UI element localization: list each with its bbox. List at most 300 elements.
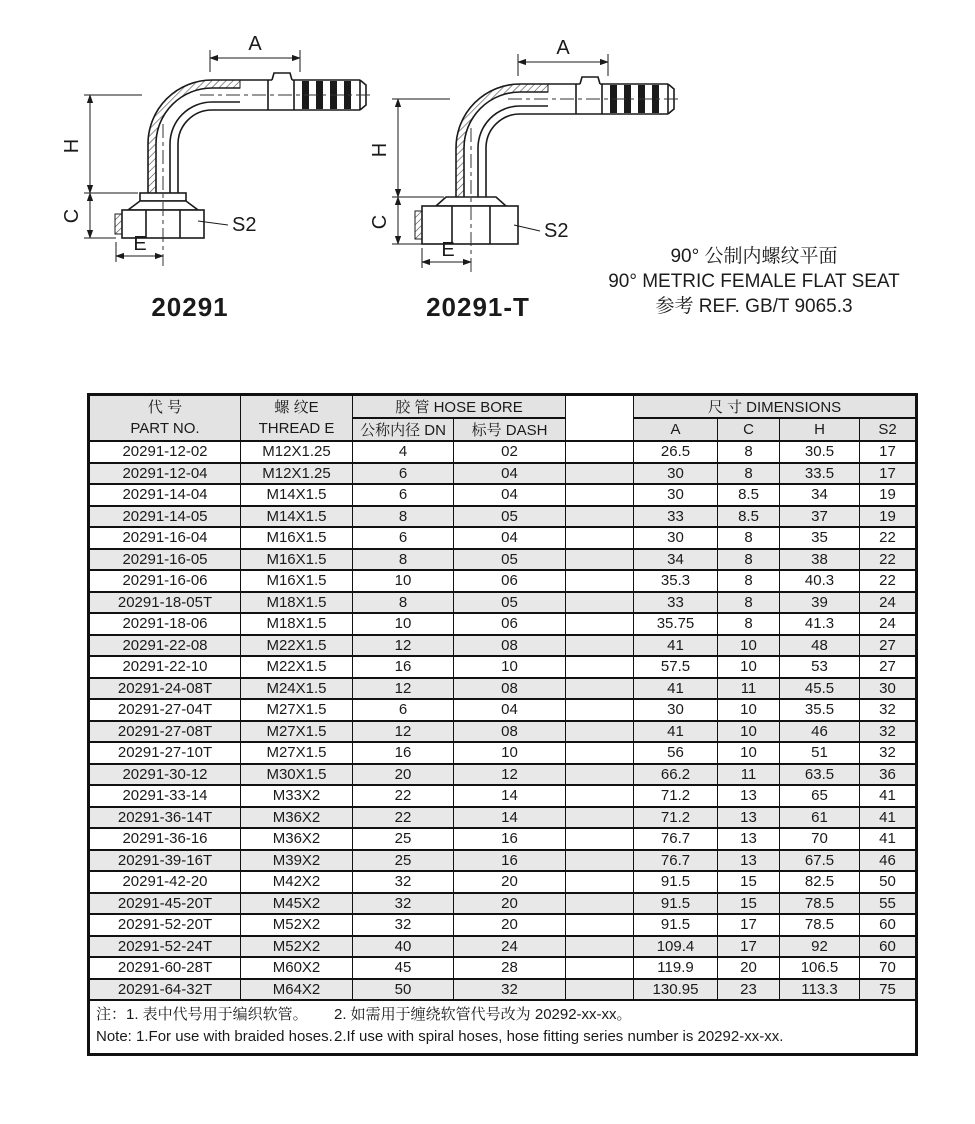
note-line-en (96, 1026, 909, 1048)
col-header-thread-cn: 螺 纹E (274, 399, 319, 416)
data-cell: 27 (860, 656, 917, 678)
data-cell: 08 (454, 678, 566, 700)
data-cell: 30 (634, 527, 718, 549)
col-header-h: H (780, 418, 860, 441)
data-cell: 10 (353, 613, 454, 635)
data-cell: 12 (353, 678, 454, 700)
data-cell: 50 (860, 871, 917, 893)
table-header (89, 395, 917, 442)
data-cell: 20291-45-20T (89, 893, 241, 915)
data-cell: 10 (454, 742, 566, 764)
data-cell: M36X2 (241, 807, 353, 829)
data-cell: 24 (860, 592, 917, 614)
data-cell: 6 (353, 527, 454, 549)
spacer-cell (566, 828, 634, 850)
data-cell: 32 (353, 893, 454, 915)
data-cell: 20291-36-16 (89, 828, 241, 850)
data-cell: 8 (718, 592, 780, 614)
data-cell: 22 (860, 570, 917, 592)
spacer-cell (566, 957, 634, 979)
data-cell: 12 (353, 721, 454, 743)
col-header-s2: S2 (860, 418, 917, 441)
col-header-thread-en: THREAD E (258, 420, 335, 437)
data-cell: 17 (718, 936, 780, 958)
spacer-cell (566, 721, 634, 743)
data-cell: 20291-24-08T (89, 678, 241, 700)
data-cell: M33X2 (241, 785, 353, 807)
col-group-hose-bore: 胶 管 HOSE BORE (353, 395, 566, 419)
spacer-cell (566, 936, 634, 958)
data-cell: 12 (454, 764, 566, 786)
data-cell: M22X1.5 (241, 635, 353, 657)
table-row (89, 592, 917, 614)
data-cell: 46 (860, 850, 917, 872)
data-cell: 33.5 (780, 463, 860, 485)
data-cell: 40.3 (780, 570, 860, 592)
spacer-cell (566, 506, 634, 528)
data-cell: 05 (454, 592, 566, 614)
data-cell: M16X1.5 (241, 549, 353, 571)
data-cell: 19 (860, 506, 917, 528)
data-cell: 13 (718, 850, 780, 872)
data-cell: 20 (454, 914, 566, 936)
col-group-dimensions: 尺 寸 DIMENSIONS (634, 395, 917, 419)
spacer-column-header (566, 395, 634, 442)
data-cell: 30 (634, 463, 718, 485)
data-cell: 65 (780, 785, 860, 807)
data-cell: 10 (718, 656, 780, 678)
data-cell: 60 (860, 936, 917, 958)
data-cell: 76.7 (634, 828, 718, 850)
data-cell: 30 (860, 678, 917, 700)
spacer-cell (566, 742, 634, 764)
data-cell: 67.5 (780, 850, 860, 872)
data-cell: 71.2 (634, 807, 718, 829)
data-cell: 8 (718, 527, 780, 549)
data-cell: 92 (780, 936, 860, 958)
data-cell: 12 (353, 635, 454, 657)
title-en: 90° METRIC FEMALE FLAT SEAT (608, 271, 900, 292)
data-cell: M36X2 (241, 828, 353, 850)
data-cell: 16 (353, 656, 454, 678)
dim-a-label: A (556, 37, 570, 59)
data-cell: 20291-27-04T (89, 699, 241, 721)
data-cell: 32 (353, 871, 454, 893)
data-cell: 10 (718, 721, 780, 743)
data-cell: 22 (353, 785, 454, 807)
data-cell: M64X2 (241, 979, 353, 1001)
data-cell: 35.3 (634, 570, 718, 592)
data-cell: 6 (353, 484, 454, 506)
data-cell: M60X2 (241, 957, 353, 979)
data-cell: 4 (353, 441, 454, 463)
data-cell: 71.2 (634, 785, 718, 807)
table-row (89, 807, 917, 829)
data-cell: 22 (353, 807, 454, 829)
data-cell: 38 (780, 549, 860, 571)
data-cell: 41 (860, 785, 917, 807)
data-cell: 33 (634, 592, 718, 614)
spacer-cell (566, 871, 634, 893)
data-cell: 8 (718, 463, 780, 485)
data-cell: 63.5 (780, 764, 860, 786)
col-header-dash: 标号 DASH (454, 418, 566, 441)
data-cell: 8 (353, 506, 454, 528)
data-cell: 10 (353, 570, 454, 592)
spacer-cell (566, 656, 634, 678)
dim-a-label: A (248, 33, 262, 55)
note-cn-2: 2. 如需用于缠绕软管代号改为 20292-xx-xx。 (334, 1006, 632, 1023)
data-cell: 20291-12-04 (89, 463, 241, 485)
data-cell: 17 (860, 441, 917, 463)
col-header-part-no-cn: 代 号 (147, 399, 183, 416)
data-cell: 8 (718, 441, 780, 463)
data-cell: 8 (718, 570, 780, 592)
dim-s2-label: S2 (544, 220, 569, 242)
table-row (89, 764, 917, 786)
data-cell: 76.7 (634, 850, 718, 872)
data-cell: 106.5 (780, 957, 860, 979)
data-cell: 08 (454, 721, 566, 743)
spacer-cell (566, 678, 634, 700)
data-cell: 34 (780, 484, 860, 506)
notes-cell (89, 1000, 917, 1055)
data-cell: 10 (718, 635, 780, 657)
table-row (89, 656, 917, 678)
data-cell: 37 (780, 506, 860, 528)
data-cell: M24X1.5 (241, 678, 353, 700)
data-cell: 06 (454, 570, 566, 592)
table-row (89, 506, 917, 528)
data-cell: 109.4 (634, 936, 718, 958)
spacer-cell (566, 463, 634, 485)
title-ref: 参考 REF. GB/T 9065.3 (655, 296, 853, 317)
data-cell: 20291-22-08 (89, 635, 241, 657)
data-cell: 22 (860, 549, 917, 571)
data-cell: 10 (718, 742, 780, 764)
table-row (89, 871, 917, 893)
col-header-c: C (718, 418, 780, 441)
data-cell: 119.9 (634, 957, 718, 979)
spacer-cell (566, 699, 634, 721)
spacer-cell (566, 441, 634, 463)
data-cell: 8.5 (718, 506, 780, 528)
data-cell: 04 (454, 527, 566, 549)
data-cell: 41 (634, 678, 718, 700)
data-cell: 20291-42-20 (89, 871, 241, 893)
data-cell: M12X1.25 (241, 463, 353, 485)
data-cell: 05 (454, 549, 566, 571)
table-row (89, 785, 917, 807)
spacer-cell (566, 635, 634, 657)
data-cell: M16X1.5 (241, 570, 353, 592)
col-header-part-no-en: PART NO. (130, 420, 200, 437)
data-cell: M30X1.5 (241, 764, 353, 786)
spacer-cell (566, 484, 634, 506)
dim-s2-label: S2 (232, 214, 257, 236)
data-cell: 32 (860, 721, 917, 743)
spacer-cell (566, 764, 634, 786)
data-cell: 45 (353, 957, 454, 979)
table-row (89, 721, 917, 743)
data-cell: 13 (718, 785, 780, 807)
spacer-cell (566, 527, 634, 549)
dim-e-label: E (441, 239, 455, 261)
data-cell: 02 (454, 441, 566, 463)
dim-h-label: H (61, 138, 83, 154)
data-cell: 04 (454, 463, 566, 485)
data-cell: 57.5 (634, 656, 718, 678)
title-cn: 90° 公制内螺纹平面 (670, 246, 838, 267)
data-cell: 10 (454, 656, 566, 678)
data-cell: 20291-14-04 (89, 484, 241, 506)
col-header-part-no (89, 395, 241, 442)
data-cell: 41.3 (780, 613, 860, 635)
col-header-a: A (634, 418, 718, 441)
spacer-cell (566, 549, 634, 571)
spacer-cell (566, 785, 634, 807)
note-en-2: 2.If use with spiral hoses, hose fitting series number is 20292-xx-xx. (334, 1028, 784, 1045)
data-cell: 16 (454, 828, 566, 850)
data-cell: M42X2 (241, 871, 353, 893)
dim-h-label: H (369, 142, 391, 158)
col-header-thread (241, 395, 353, 442)
data-cell: 20291-52-24T (89, 936, 241, 958)
data-cell: 20291-18-06 (89, 613, 241, 635)
table-row (89, 484, 917, 506)
data-cell: 23 (718, 979, 780, 1001)
data-cell: 70 (780, 828, 860, 850)
data-cell: 17 (860, 463, 917, 485)
table-row (89, 678, 917, 700)
data-cell: 20291-39-16T (89, 850, 241, 872)
note-cn-1: 注：1. 表中代号用于编织软管。 (96, 1006, 308, 1023)
table-row (89, 441, 917, 463)
data-cell: 113.3 (780, 979, 860, 1001)
data-cell: 41 (860, 807, 917, 829)
data-cell: 55 (860, 893, 917, 915)
data-cell: 8 (718, 613, 780, 635)
fitting-drawing-20291 (52, 28, 374, 286)
dim-c-label: C (369, 214, 391, 230)
data-cell: M18X1.5 (241, 592, 353, 614)
data-cell: 36 (860, 764, 917, 786)
data-cell: 04 (454, 699, 566, 721)
data-cell: M27X1.5 (241, 721, 353, 743)
note-en-1: Note: 1.For use with braided hoses. (96, 1028, 333, 1045)
data-cell: 20291-60-28T (89, 957, 241, 979)
data-cell: 22 (860, 527, 917, 549)
spacer-cell (566, 613, 634, 635)
data-cell: 20291-27-08T (89, 721, 241, 743)
data-cell: 41 (634, 721, 718, 743)
data-cell: 20291-18-05T (89, 592, 241, 614)
table-row (89, 914, 917, 936)
data-cell: 10 (718, 699, 780, 721)
part-number-label-20291: 20291 (151, 292, 229, 322)
data-cell: 20291-12-02 (89, 441, 241, 463)
table-body (89, 441, 917, 1000)
data-cell: 16 (353, 742, 454, 764)
data-cell: 25 (353, 828, 454, 850)
data-cell: 20291-16-06 (89, 570, 241, 592)
data-cell: 20 (454, 871, 566, 893)
spec-table (87, 393, 918, 1056)
dim-c-label: C (61, 208, 83, 224)
data-cell: 26.5 (634, 441, 718, 463)
data-cell: M14X1.5 (241, 506, 353, 528)
data-cell: 35.75 (634, 613, 718, 635)
data-cell: 6 (353, 463, 454, 485)
data-cell: 82.5 (780, 871, 860, 893)
table-row (89, 979, 917, 1001)
data-cell: 8 (353, 549, 454, 571)
data-cell: 20291-36-14T (89, 807, 241, 829)
spacer-cell (566, 570, 634, 592)
data-cell: 35 (780, 527, 860, 549)
spacer-cell (566, 592, 634, 614)
data-cell: 05 (454, 506, 566, 528)
data-cell: 40 (353, 936, 454, 958)
data-cell: 91.5 (634, 914, 718, 936)
data-cell: 20291-30-12 (89, 764, 241, 786)
table-row (89, 699, 917, 721)
data-cell: 11 (718, 678, 780, 700)
data-cell: 32 (454, 979, 566, 1001)
data-cell: 20291-27-10T (89, 742, 241, 764)
data-cell: 41 (860, 828, 917, 850)
data-cell: 20 (718, 957, 780, 979)
col-header-dn: 公称内径 DN (353, 418, 454, 441)
data-cell: 56 (634, 742, 718, 764)
data-cell: 13 (718, 807, 780, 829)
data-cell: 30 (634, 484, 718, 506)
data-cell: 33 (634, 506, 718, 528)
table-row (89, 742, 917, 764)
data-cell: 70 (860, 957, 917, 979)
data-cell: 20 (454, 893, 566, 915)
data-cell: 19 (860, 484, 917, 506)
data-cell: 20291-22-10 (89, 656, 241, 678)
data-cell: 11 (718, 764, 780, 786)
data-cell: 130.95 (634, 979, 718, 1001)
table-footer (89, 1000, 917, 1055)
data-cell: 08 (454, 635, 566, 657)
spacer-cell (566, 807, 634, 829)
data-cell: 14 (454, 807, 566, 829)
data-cell: 24 (860, 613, 917, 635)
data-cell: 8 (353, 592, 454, 614)
data-cell: 8.5 (718, 484, 780, 506)
data-cell: M16X1.5 (241, 527, 353, 549)
data-cell: 6 (353, 699, 454, 721)
data-cell: 25 (353, 850, 454, 872)
note-line-cn (96, 1004, 909, 1026)
data-cell: 13 (718, 828, 780, 850)
data-cell: 91.5 (634, 871, 718, 893)
data-cell: M39X2 (241, 850, 353, 872)
data-cell: M22X1.5 (241, 656, 353, 678)
table-row (89, 850, 917, 872)
spacer-cell (566, 893, 634, 915)
data-cell: 30.5 (780, 441, 860, 463)
data-cell: 15 (718, 871, 780, 893)
data-cell: 04 (454, 484, 566, 506)
dim-e-label: E (133, 233, 147, 255)
data-cell: 20291-33-14 (89, 785, 241, 807)
table-row (89, 635, 917, 657)
data-cell: 20291-16-05 (89, 549, 241, 571)
data-cell: 8 (718, 549, 780, 571)
title-block (548, 244, 960, 319)
spacer-cell (566, 979, 634, 1001)
table-row (89, 828, 917, 850)
data-cell: 17 (718, 914, 780, 936)
table-row (89, 463, 917, 485)
data-cell: 15 (718, 893, 780, 915)
table-row (89, 613, 917, 635)
data-cell: 45.5 (780, 678, 860, 700)
data-cell: 20 (353, 764, 454, 786)
data-cell: 91.5 (634, 893, 718, 915)
data-cell: 50 (353, 979, 454, 1001)
data-cell: 78.5 (780, 914, 860, 936)
data-cell: 30 (634, 699, 718, 721)
data-cell: M27X1.5 (241, 742, 353, 764)
data-cell: 24 (454, 936, 566, 958)
spacer-cell (566, 850, 634, 872)
data-cell: M14X1.5 (241, 484, 353, 506)
data-cell: M52X2 (241, 914, 353, 936)
data-cell: 32 (860, 742, 917, 764)
table-row (89, 893, 917, 915)
data-cell: 46 (780, 721, 860, 743)
data-cell: M27X1.5 (241, 699, 353, 721)
data-cell: 34 (634, 549, 718, 571)
data-cell: 53 (780, 656, 860, 678)
table-row (89, 549, 917, 571)
data-cell: 27 (860, 635, 917, 657)
data-cell: 32 (353, 914, 454, 936)
spacer-cell (566, 914, 634, 936)
data-cell: 78.5 (780, 893, 860, 915)
data-cell: 20291-14-05 (89, 506, 241, 528)
data-cell: 66.2 (634, 764, 718, 786)
data-cell: 06 (454, 613, 566, 635)
table-row (89, 957, 917, 979)
data-cell: M12X1.25 (241, 441, 353, 463)
data-cell: 20291-16-04 (89, 527, 241, 549)
data-cell: 51 (780, 742, 860, 764)
data-cell: 35.5 (780, 699, 860, 721)
data-cell: M45X2 (241, 893, 353, 915)
table-row (89, 527, 917, 549)
data-cell: M18X1.5 (241, 613, 353, 635)
data-cell: 28 (454, 957, 566, 979)
table-row (89, 936, 917, 958)
data-cell: 20291-64-32T (89, 979, 241, 1001)
data-cell: 20291-52-20T (89, 914, 241, 936)
data-cell: 39 (780, 592, 860, 614)
part-number-label-20291T: 20291-T (426, 292, 530, 322)
table-row (89, 570, 917, 592)
data-cell: M52X2 (241, 936, 353, 958)
data-cell: 61 (780, 807, 860, 829)
data-cell: 16 (454, 850, 566, 872)
data-cell: 41 (634, 635, 718, 657)
data-cell: 48 (780, 635, 860, 657)
data-cell: 60 (860, 914, 917, 936)
